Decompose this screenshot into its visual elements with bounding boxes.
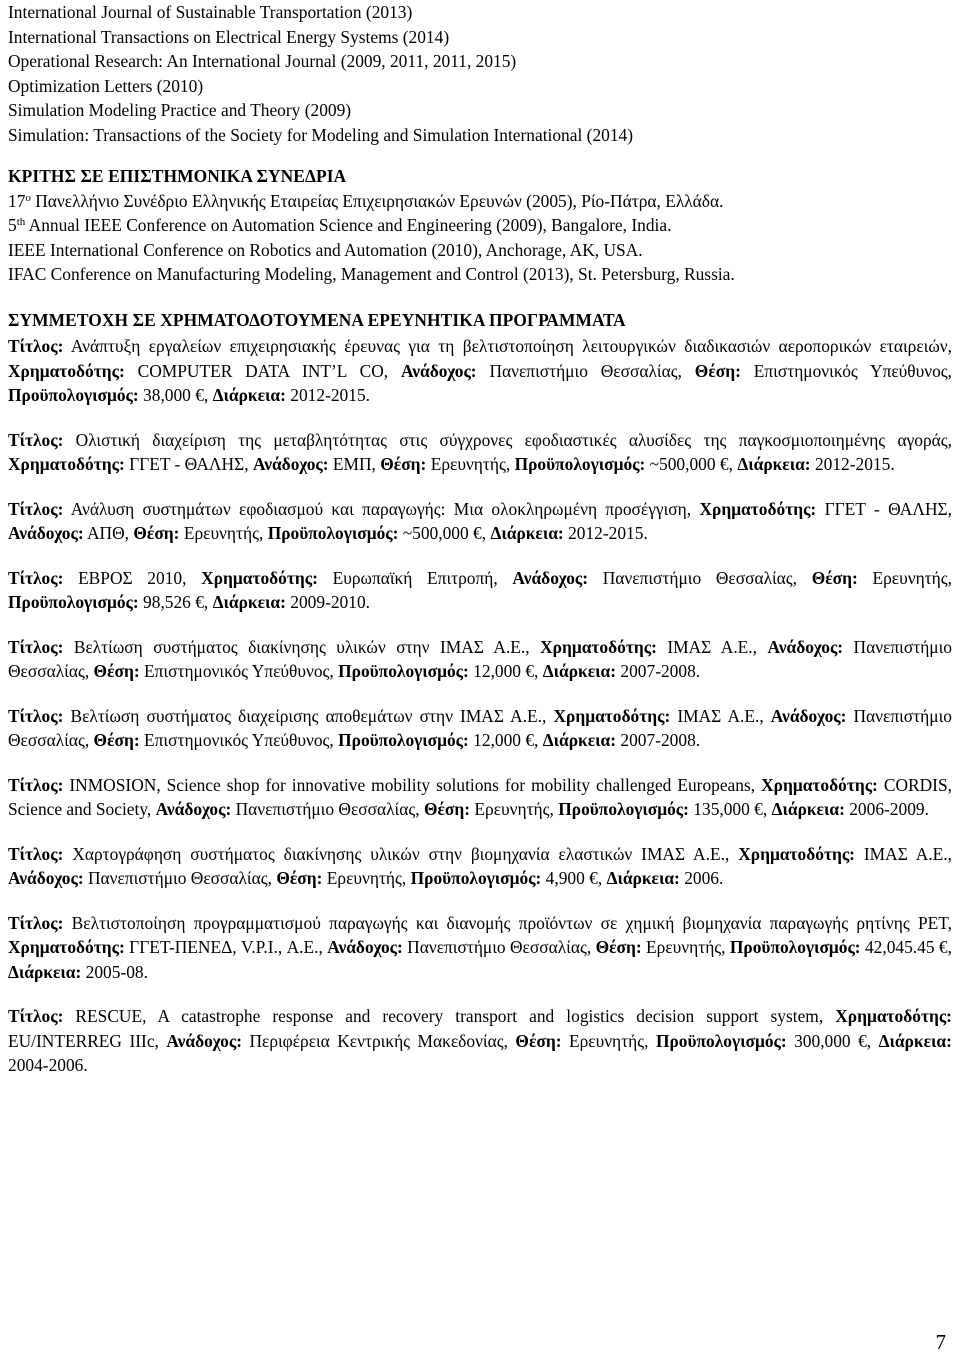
project-list (8, 334, 952, 1078)
project-contractor-label: Ανάδοχος: (252, 454, 329, 474)
conference-item: IEEE International Conference on Robotics and Automation (2010), Anchorage, AK, USA. (8, 239, 643, 260)
project-contractor: Περιφέρεια Κεντρικής Μακεδονίας, (249, 1030, 508, 1051)
project-contractor-label: Ανάδοχος: (8, 868, 84, 888)
project-title-label: Τίτλος: (8, 498, 64, 519)
project-funder-label: Χρηματοδότης: (835, 1006, 952, 1026)
project-position: Επιστημονικός Υπεύθυνος, (144, 730, 334, 750)
project-title: Βελτίωση συστήματος διαχείρισης αποθεμάτων στην ΙΜΑΣ Α.Ε. (70, 705, 543, 726)
project-funder: ΓΓΕΤ - ΘΑΛΗΣ, (129, 454, 249, 474)
project-budget: 38,000 €, (143, 385, 209, 405)
projects-heading: ΣΥΜΜΕΤΟΧΗ ΣΕ ΧΡΗΜΑΤΟΔΟΤΟΥΜΕΝΑ ΕΡΕΥΝΗΤΙΚΑ ΠΡΟΓΡΑΜΜΑΤΑ (8, 309, 626, 330)
project-duration: 2006-2009. (849, 799, 929, 819)
project-budget-label: Προϋπολογισμός: (729, 937, 861, 957)
journal-item: Simulation Modeling Practice and Theory (2009) (8, 100, 352, 120)
project-budget: 12,000 €, (473, 730, 539, 750)
project-title: RESCUE, A catastrophe response and recovery transport and logistics decision support system (75, 1006, 819, 1026)
project-contractor-label: Ανάδοχος: (327, 937, 403, 957)
project-funder: CORDIS, Science and Society, (8, 774, 952, 819)
project-entry: Τίτλος: INMOSION, Science shop for innovative mobility solutions for mobility challenged Europeans, Χρηματοδότης: CORDIS, Science and Society, Ανάδοχος: Πανεπιστήμιο Θεσσαλίας, Θέση: Ερευνητής, Προϋπολογισμός: 135,000 €, Διάρκεια: 2006-2009. (8, 774, 952, 819)
project-entry: Τίτλος: Βελτιστοποίηση προγραμματισμού παραγωγής και διανομής προϊόντων σε χημική βιομηχανία παραγωγής ρητίνης PET, Χρηματοδότης: ΓΓΕΤ-ΠΕΝΕΔ, V.P.I., Α.Ε., Ανάδοχος: Πανεπιστήμιο Θεσσαλίας, Θέση: Ερευνητής, Προϋπολογισμός: 42,045.45 €, Διάρκεια: 2005-08. (8, 912, 952, 982)
conference-item: 5th Annual IEEE Conference on Automation Science and Engineering (2009), Bangalore, India. (8, 215, 672, 235)
project-entry: Τίτλος: ΕΒΡΟΣ 2010, Χρηματοδότης: Ευρωπαϊκή Επιτροπή, Ανάδοχος: Πανεπιστήμιο Θεσσαλίας, Θέση: Ερευνητής, Προϋπολογισμός: 98,526 €, Διάρκεια: 2009-2010. (8, 567, 952, 612)
project-duration-label: Διάρκεια: (212, 592, 286, 612)
project-funder-label: Χρηματοδότης: (553, 705, 671, 726)
project-contractor: Πανεπιστήμιο Θεσσαλίας, (8, 636, 952, 681)
project-duration: 2012-2015. (290, 385, 370, 405)
project-title-label: Τίτλος: (8, 912, 64, 933)
conference-item: $17^o$ Πανελλήνιο Συνέδριο Ελληνικής Εταιρείας Επιχειρησιακών Ερευνών (2005), Ρίο-Πάτρα, Ελλάδα. (8, 190, 724, 211)
project-funder-label: Χρηματοδότης: (540, 636, 657, 657)
project-budget: 135,000 €, (693, 799, 768, 819)
project-contractor: ΕΜΠ, (332, 454, 376, 474)
journal-list (8, 0, 952, 147)
project-position-label: Θέση: (595, 937, 642, 957)
project-funder: ΓΓΕΤ-ΠΕΝΕΔ, V.P.I., Α.Ε., (129, 937, 323, 957)
project-budget-label: Προϋπολογισμός: (514, 454, 646, 474)
project-title-label: Τίτλος: (8, 429, 64, 450)
project-position-label: Θέση: (423, 799, 471, 819)
project-title: Χαρτογράφηση συστήματος διακίνησης υλικών στην βιομηχανία ελαστικών ΙΜΑΣ Α.Ε. (72, 843, 725, 864)
project-funder: ΓΓΕΤ - ΘΑΛΗΣ, (824, 498, 952, 519)
project-budget-label: Προϋπολογισμός: (558, 799, 689, 819)
journal-item: International Journal of Sustainable Transportation (2013) (8, 2, 413, 22)
project-entry: Τίτλος: Ανάλυση συστημάτων εφοδιασμού και παραγωγής: Μια ολοκληρωμένη προσέγγιση, Χρηματοδότης: ΓΓΕΤ - ΘΑΛΗΣ, Ανάδοχος: ΑΠΘ, Θέση: Ερευνητής, Προϋπολογισμός: ~500,000 €, Διάρκεια: 2012-2015. (8, 498, 952, 543)
project-position-label: Θέση: (93, 730, 140, 750)
project-duration: 2009-2010. (290, 592, 370, 612)
project-entry: Τίτλος: Ανάπτυξη εργαλείων επιχειρησιακής έρευνας για τη βελτιστοποίηση λειτουργικών διαδικασιών αεροπορικών εταιρειών, Χρηματοδότης: COMPUTER DATA INT’L CO, Ανάδοχος: Πανεπιστήμιο Θεσσαλίας, Θέση: Επιστημονικός Υπεύθυνος, Προϋπολογισμός: 38,000 €, Διάρκεια: 2012-2015. (8, 336, 953, 405)
project-position-label: Θέση: (515, 1030, 562, 1051)
project-contractor-label: Ανάδοχος: (8, 523, 84, 543)
conference-list (8, 189, 952, 287)
project-funder: ΙΜΑΣ Α.Ε., (677, 705, 764, 726)
project-contractor-label: Ανάδοχος: (400, 360, 477, 381)
project-position: Επιστημονικός Υπεύθυνος, (753, 360, 952, 381)
project-budget: 4,900 €, (545, 868, 603, 888)
journal-item: International Transactions on Electrical Energy Systems (2014) (8, 26, 450, 47)
project-title-label: Τίτλος: (8, 843, 64, 864)
project-funder: Ευρωπαϊκή Επιτροπή, (332, 567, 498, 588)
project-funder-label: Χρηματοδότης: (8, 937, 125, 957)
project-position-label: Θέση: (133, 523, 180, 543)
project-duration: 2007-2008. (620, 661, 701, 681)
project-budget-label: Προϋπολογισμός: (655, 1030, 787, 1051)
project-funder: COMPUTER DATA INT’L CO, (137, 360, 389, 381)
project-entry: Τίτλος: Βελτίωση συστήματος διακίνησης υλικών στην ΙΜΑΣ Α.Ε., Χρηματοδότης: ΙΜΑΣ Α.Ε., Ανάδοχος: Πανεπιστήμιο Θεσσαλίας, Θέση: Επιστημονικός Υπεύθυνος, Προϋπολογισμός: 12,000 €, Διάρκεια: 2007-2008. (8, 636, 952, 681)
project-funder-label: Χρηματοδότης: (699, 498, 817, 519)
project-funder-label: Χρηματοδότης: (8, 360, 125, 381)
project-title: Ολιστική διαχείριση της μεταβλητότητας στις σύγχρονες εφοδιαστικές αλυσίδες της παγκοσμιοποιημένης αγοράς (75, 429, 948, 450)
project-funder-label: Χρηματοδότης: (738, 843, 855, 864)
project-position-label: Θέση: (276, 868, 323, 888)
journal-item: Operational Research: An International Journal (2009, 2011, 2011, 2015) (8, 51, 517, 71)
project-title-label: Τίτλος: (8, 336, 64, 356)
project-position: Ερευνητής, (646, 937, 726, 957)
project-position-label: Θέση: (380, 454, 427, 474)
project-position-label: Θέση: (694, 360, 741, 381)
project-budget-label: Προϋπολογισμός: (338, 661, 469, 681)
project-duration: 2007-2008. (620, 730, 701, 750)
project-contractor: ΑΠΘ, (87, 523, 130, 543)
project-contractor-label: Ανάδοχος: (166, 1030, 242, 1051)
project-title-label: Τίτλος: (8, 1006, 64, 1026)
project-budget: 300,000 €, (794, 1030, 872, 1051)
project-funder: ΙΜΑΣ Α.Ε., (863, 843, 952, 864)
project-contractor-label: Ανάδοχος: (512, 567, 589, 588)
project-duration: 2006. (684, 868, 724, 888)
project-funder: ΙΜΑΣ Α.Ε., (667, 636, 757, 657)
project-contractor-label: Ανάδοχος: (770, 705, 847, 726)
project-position: Ερευνητής, (872, 567, 952, 588)
project-budget-label: Προϋπολογισμός: (8, 592, 139, 612)
project-title: Ανάλυση συστημάτων εφοδιασμού και παραγωγής: Μια ολοκληρωμένη προσέγγιση (70, 498, 687, 519)
project-contractor: Πανεπιστήμιο Θεσσαλίας, (87, 868, 272, 888)
project-budget-label: Προϋπολογισμός: (410, 868, 542, 888)
project-position: Ερευνητής, (568, 1030, 649, 1051)
journal-item: Simulation: Transactions of the Society for Modeling and Simulation International (2014) (8, 124, 634, 145)
project-duration: 2005-08. (85, 961, 148, 982)
project-duration-label: Διάρκεια: (542, 730, 617, 750)
project-position: Ερευνητής, (474, 799, 554, 819)
project-title-label: Τίτλος: (8, 567, 64, 588)
project-contractor: Πανεπιστήμιο Θεσσαλίας, (489, 360, 682, 381)
project-budget-label: Προϋπολογισμός: (8, 385, 139, 405)
project-duration-label: Διάρκεια: (771, 799, 845, 819)
conferences-heading: ΚΡΙΤΗΣ ΣΕ ΕΠΙΣΤΗΜΟΝΙΚΑ ΣΥΝΕΔΡΙΑ (8, 166, 347, 186)
project-contractor: Πανεπιστήμιο Θεσσαλίας, (407, 937, 592, 957)
project-budget-label: Προϋπολογισμός: (338, 730, 469, 750)
project-duration: 2004-2006. (8, 1055, 88, 1075)
project-position-label: Θέση: (93, 661, 140, 681)
project-contractor: Πανεπιστήμιο Θεσσαλίας, (602, 567, 798, 588)
project-duration: 2012-2015. (814, 454, 895, 474)
journal-item: Optimization Letters (2010) (8, 75, 204, 96)
project-entry: Τίτλος: RESCUE, A catastrophe response and recovery transport and logistics decision support system, Χρηματοδότης: EU/INTERREG IIIc, Ανάδοχος: Περιφέρεια Κεντρικής Μακεδονίας, Θέση: Ερευνητής, Προϋπολογισμός: 300,000 €, Διάρκεια: 2004-2006. (8, 1006, 952, 1075)
project-title-label: Τίτλος: (8, 705, 64, 726)
project-duration-label: Διάρκεια: (212, 385, 286, 405)
document-page (8, 0, 952, 1078)
project-title: ΕΒΡΟΣ 2010 (78, 567, 183, 588)
project-contractor-label: Ανάδοχος: (155, 799, 232, 819)
project-position: Ερευνητής, (326, 868, 407, 888)
project-funder-label: Χρηματοδότης: (8, 454, 125, 474)
project-title-label: Τίτλος: (8, 774, 64, 795)
project-duration-label: Διάρκεια: (606, 868, 680, 888)
project-title: Ανάπτυξη εργαλείων επιχειρησιακής έρευνας για τη βελτιστοποίηση λειτουργικών διαδικασιών αεροπορικών εταιρειών (70, 336, 948, 356)
project-title: Βελτίωση συστήματος διακίνησης υλικών στην ΙΜΑΣ Α.Ε. (73, 636, 526, 657)
project-duration-label: Διάρκεια: (878, 1030, 952, 1051)
project-entry: Τίτλος: Βελτίωση συστήματος διαχείρισης αποθεμάτων στην ΙΜΑΣ Α.Ε., Χρηματοδότης: ΙΜΑΣ Α.Ε., Ανάδοχος: Πανεπιστήμιο Θεσσαλίας, Θέση: Επιστημονικός Υπεύθυνος, Προϋπολογισμός: 12,000 €, Διάρκεια: 2007-2008. (8, 705, 952, 750)
project-budget: ~500,000 €, (402, 523, 487, 543)
project-duration-label: Διάρκεια: (8, 961, 82, 982)
project-entry: Τίτλος: Ολιστική διαχείριση της μεταβλητότητας στις σύγχρονες εφοδιαστικές αλυσίδες της παγκοσμιοποιημένης αγοράς, Χρηματοδότης: ΓΓΕΤ - ΘΑΛΗΣ, Ανάδοχος: ΕΜΠ, Θέση: Ερευνητής, Προϋπολογισμός: ~500,000 €, Διάρκεια: 2012-2015. (8, 429, 952, 474)
project-funder: EU/INTERREG IIIc, (8, 1030, 159, 1051)
project-budget: 42,045.45 €, (864, 937, 952, 957)
project-contractor: Πανεπιστήμιο Θεσσαλίας, (8, 705, 952, 750)
project-funder-label: Χρηματοδότης: (201, 567, 318, 588)
project-budget-label: Προϋπολογισμός: (267, 523, 399, 543)
project-funder-label: Χρηματοδότης: (761, 774, 878, 795)
project-position: Ερευνητής, (430, 454, 511, 474)
conference-item: IFAC Conference on Manufacturing Modeling, Management and Control (2013), St. Petersburg, Russia. (8, 264, 735, 284)
project-contractor-label: Ανάδοχος: (767, 636, 844, 657)
project-duration: 2012-2015. (568, 523, 648, 543)
project-budget: 12,000 €, (473, 661, 539, 681)
project-title: INMOSION, Science shop for innovative mobility solutions for mobility challenged Europeans (69, 774, 751, 795)
project-budget: 98,526 €, (143, 592, 209, 612)
project-title: Βελτιστοποίηση προγραμματισμού παραγωγής και διανομής προϊόντων σε χημική βιομηχανία παραγωγής ρητίνης PET (71, 912, 948, 933)
project-entry: Τίτλος: Χαρτογράφηση συστήματος διακίνησης υλικών στην βιομηχανία ελαστικών ΙΜΑΣ Α.Ε., Χρηματοδότης: ΙΜΑΣ Α.Ε., Ανάδοχος: Πανεπιστήμιο Θεσσαλίας, Θέση: Ερευνητής, Προϋπολογισμός: 4,900 €, Διάρκεια: 2006. (8, 843, 952, 888)
project-position-label: Θέση: (811, 567, 858, 588)
project-contractor: Πανεπιστήμιο Θεσσαλίας, (235, 799, 420, 819)
page-number: 7 (935, 1330, 946, 1354)
project-duration-label: Διάρκεια: (737, 454, 811, 474)
project-position: Ερευνητής, (183, 523, 264, 543)
project-title-label: Τίτλος: (8, 636, 64, 657)
project-position: Επιστημονικός Υπεύθυνος, (144, 661, 334, 681)
project-budget: ~500,000 €, (649, 454, 733, 474)
project-duration-label: Διάρκεια: (490, 523, 564, 543)
project-duration-label: Διάρκεια: (542, 661, 617, 681)
